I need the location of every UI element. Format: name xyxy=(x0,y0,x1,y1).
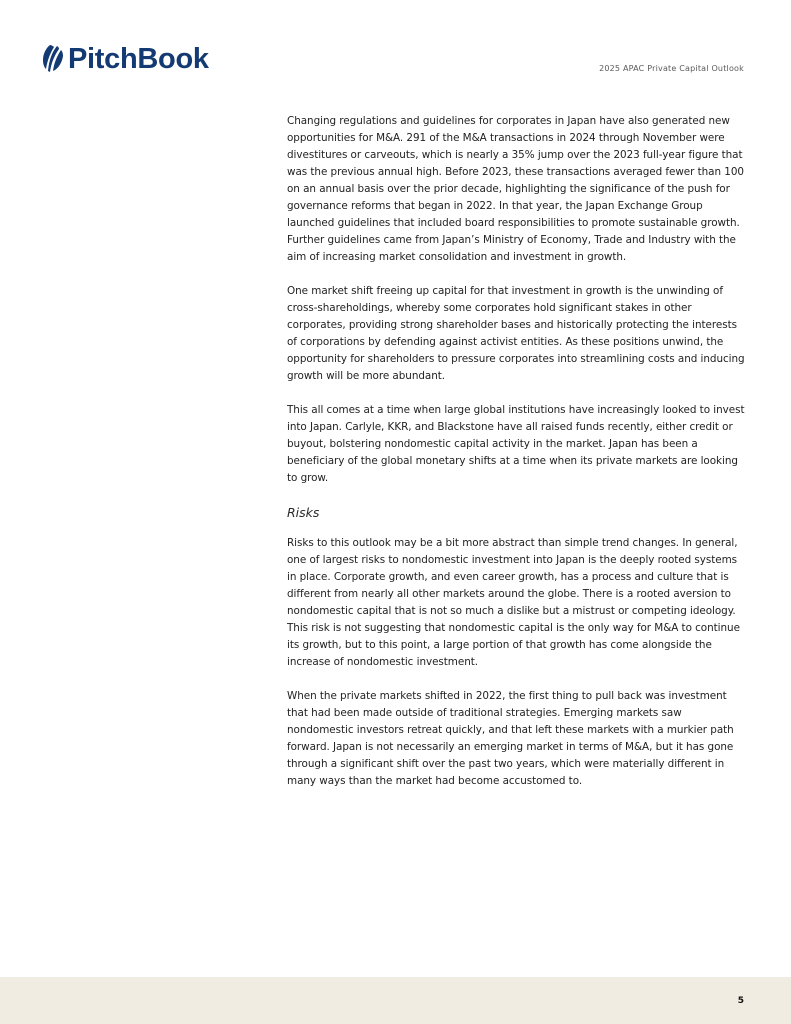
paragraph-risks-2022-shift: When the private markets shifted in 2022, the first thing to pull back was investment that had been made outside of traditional strategies. Emerging markets saw nondomestic investors retreat quickly, and that left these markets with a murkier path forward. Japan is not necessarily an emerging market in terms of M&A, but it has gone through a significant shift over the past two years, which were materially different in many ways than the market had become accustomed to. xyxy=(287,690,734,787)
pitchbook-logo xyxy=(40,42,209,76)
report-title: 2025 APAC Private Capital Outlook xyxy=(599,64,744,73)
brand-name: PitchBook xyxy=(68,43,209,75)
page-number: 5 xyxy=(737,996,744,1006)
paragraph-global-institutions: This all comes at a time when large global institutions have increasingly looked to invest into Japan. Carlyle, KKR, and Blackstone have all raised funds recently, either credit or buyout, bolstering nondomestic capital activity in the market. Japan has been a beneficiary of the global monetary shifts at a time when its private markets are looking to grow. xyxy=(287,404,745,484)
page-footer xyxy=(0,977,791,1024)
paragraph-ma-regulations: Changing regulations and guidelines for corporates in Japan have also generated new opportunities for M&A. 291 of the M&A transactions in 2024 through November were divestitures or carveouts, which is nearly a 35% jump over the 2023 full-year figure that was the previous annual high. Before 2023, these transactions averaged fewer than 100 on an annual basis over the prior decade, highlighting the significance of the push for governance reforms that began in 2022. In that year, the Japan Exchange Group launched guidelines that included board responsibilities to promote sustainable growth. Further guidelines came from Japan’s Ministry of Economy, Trade and Industry with the aim of increasing market consolidation and investment in growth. xyxy=(287,115,744,263)
article-body xyxy=(287,113,747,807)
pitchbook-feather-logo-icon xyxy=(40,44,66,74)
paragraph-risks-systems: Risks to this outlook may be a bit more abstract than simple trend changes. In general, one of largest risks to nondomestic investment into Japan is the deeply rooted systems in place. Corporate growth, and even career growth, has a process and culture that is different from nearly all other markets around the globe. There is a rooted aversion to nondomestic capital that is not so much a dislike but a mistrust or competing ideology. This risk is not suggesting that nondomestic capital is the only way for M&A to continue its growth, but to this point, a large portion of that growth has come alongside the increase of nondomestic investment. xyxy=(287,537,740,668)
risks-heading: Risks xyxy=(287,505,320,520)
paragraph-cross-shareholdings: One market shift freeing up capital for that investment in growth is the unwinding of cross-shareholdings, whereby some corporates hold significant stakes in other corporates, providing strong shareholder bases and historically protecting the interests of corporations by defending against activist entities. As these positions unwind, the opportunity for shareholders to pressure corporates into streamlining costs and inducing growth will be more abundant. xyxy=(287,285,745,382)
